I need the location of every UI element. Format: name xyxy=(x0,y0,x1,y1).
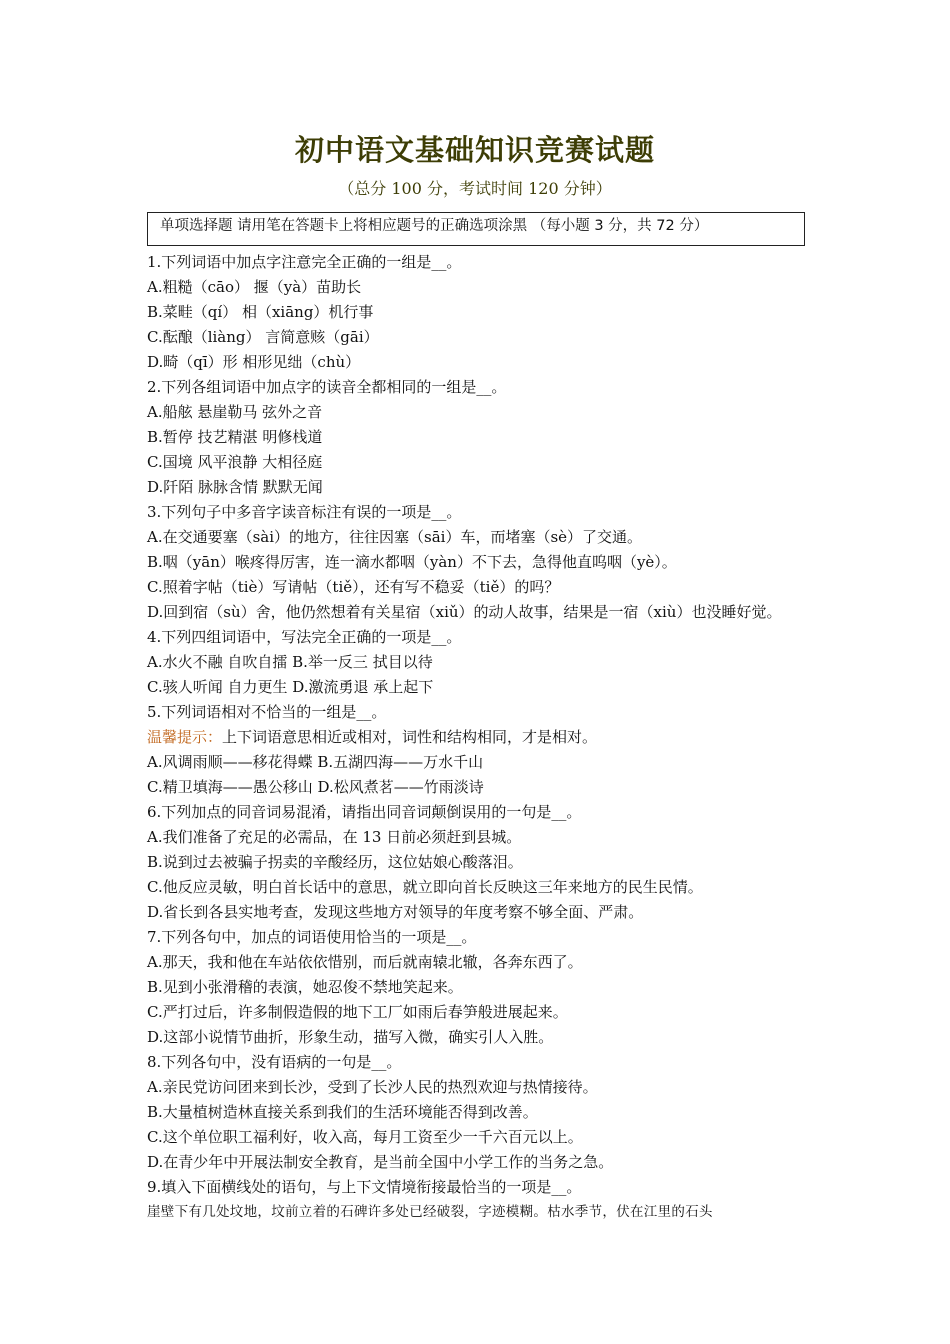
question-2-option-d: D.阡陌 脉脉含情 默默无闻 xyxy=(147,478,323,496)
question-3-option-d: D.回到宿（sù）舍，他仍然想着有关星宿（xiǔ）的动人故事，结果是一宿（xiù）也没睡好觉。 xyxy=(147,603,782,621)
question-8-option-d: D.在青少年中开展法制安全教育，是当前全国中小学工作的当务之急。 xyxy=(147,1153,614,1171)
question-6-option-b: B.说到过去被骗子拐卖的辛酸经历，这位姑娘心酸落泪。 xyxy=(147,853,523,871)
question-7-stem: 7.下列各句中，加点的词语使用恰当的一项是__。 xyxy=(147,928,477,946)
question-7-option-a: A.那天，我和他在车站依依惜别，而后就南辕北辙，各奔东西了。 xyxy=(147,953,583,971)
question-8-option-a: A.亲民党访问团来到长沙，受到了长沙人民的热烈欢迎与热情接待。 xyxy=(147,1078,598,1096)
question-1-stem: 1.下列词语中加点字注意完全正确的一组是__。 xyxy=(147,253,462,271)
question-6-stem: 6.下列加点的同音词易混淆，请指出同音词颠倒误用的一句是__。 xyxy=(147,803,582,821)
question-5-stem: 5.下列词语相对不恰当的一组是__。 xyxy=(147,703,387,721)
question-5-options-cd: C.精卫填海——愚公移山 D.松风煮茗——竹雨淡诗 xyxy=(147,778,484,796)
question-9-stem: 9.填入下面横线处的语句，与上下文情境衔接最恰当的一项是__。 xyxy=(147,1178,582,1196)
question-9-passage: 崖壁下有几处坟地，坟前立着的石碑许多处已经破裂，字迹模糊。枯水季节，伏在江里的石头 xyxy=(147,1204,713,1220)
question-3-option-c: C.照着字帖（tiè）写请帖（tiě），还有写不稳妥（tiě）的吗？ xyxy=(147,578,560,596)
question-6-option-d: D.省长到各县实地考查，发现这些地方对领导的年度考察不够全面、严肃。 xyxy=(147,903,644,921)
question-2-stem: 2.下列各组词语中加点字的读音全都相同的一组是__。 xyxy=(147,378,507,396)
question-1-option-d: D.畸（qī）形 相形见绌（chù） xyxy=(147,353,361,371)
question-7-option-c: C.严打过后，许多制假造假的地下工厂如雨后春笋般进展起来。 xyxy=(147,1003,568,1021)
question-1-option-a: A.粗糙（cāo） 揠（yà）苗助长 xyxy=(147,278,362,296)
page-title: 初中语文基础知识竞赛试题 xyxy=(294,133,655,167)
tip-label: 温馨提示： xyxy=(147,728,223,746)
question-5-tip xyxy=(147,725,847,750)
question-3-stem: 3.下列句子中多音字读音标注有误的一项是__。 xyxy=(147,503,462,521)
question-7-option-b: B.见到小张滑稽的表演，她忍俊不禁地笑起来。 xyxy=(147,978,463,996)
question-1-option-b: B.菜畦（qí） 相（xiāng）机行事 xyxy=(147,303,374,321)
question-8-option-c: C.这个单位职工福利好，收入高，每月工资至少一千六百元以上。 xyxy=(147,1128,583,1146)
section-header-box: 单项选择题 请用笔在答题卡上将相应题号的正确选项涂黑 （每小题 3 分，共 72 分） xyxy=(147,212,805,246)
tip-text: 上下词语意思相近或相对，词性和结构相同，才是相对。 xyxy=(222,728,598,746)
question-8-stem: 8.下列各句中，没有语病的一句是__。 xyxy=(147,1053,402,1071)
question-2-option-a: A.船舷 悬崖勒马 弦外之音 xyxy=(147,403,323,421)
question-3-option-b: B.咽（yān）喉疼得厉害，连一滴水都咽（yàn）不下去，急得他直呜咽（yè）。 xyxy=(147,553,677,571)
question-4-stem: 4.下列四组词语中，写法完全正确的一项是__。 xyxy=(147,628,462,646)
page-subtitle: （总分 100 分，考试时间 120 分钟） xyxy=(338,179,612,198)
question-4-options-ab: A.水火不融 自吹自擂 B.举一反三 拭目以待 xyxy=(147,653,433,671)
question-3-option-a: A.在交通要塞（sài）的地方，往往因塞（sāi）车，而堵塞（sè）了交通。 xyxy=(147,528,643,546)
question-1-option-c: C.酝酿（liàng） 言简意赅（gāi） xyxy=(147,328,379,346)
question-2-option-b: B.暂停 技艺精湛 明修栈道 xyxy=(147,428,323,446)
question-5-options-ab: A.风调雨顺——移花得蝶 B.五湖四海——万水千山 xyxy=(147,753,484,771)
question-8-option-b: B.大量植树造林直接关系到我们的生活环境能否得到改善。 xyxy=(147,1103,538,1121)
question-4-options-cd: C.骇人听闻 自力更生 D.激流勇退 承上起下 xyxy=(147,678,434,696)
question-6-option-c: C.他反应灵敏，明白首长话中的意思，就立即向首长反映这三年来地方的民生民情。 xyxy=(147,878,703,896)
question-2-option-c: C.国境 风平浪静 大相径庭 xyxy=(147,453,323,471)
question-list xyxy=(147,250,847,1225)
question-7-option-d: D.这部小说情节曲折，形象生动，描写入微，确实引人入胜。 xyxy=(147,1028,554,1046)
question-6-option-a: A.我们准备了充足的必需品，在 13 日前必须赶到县城。 xyxy=(147,828,522,846)
